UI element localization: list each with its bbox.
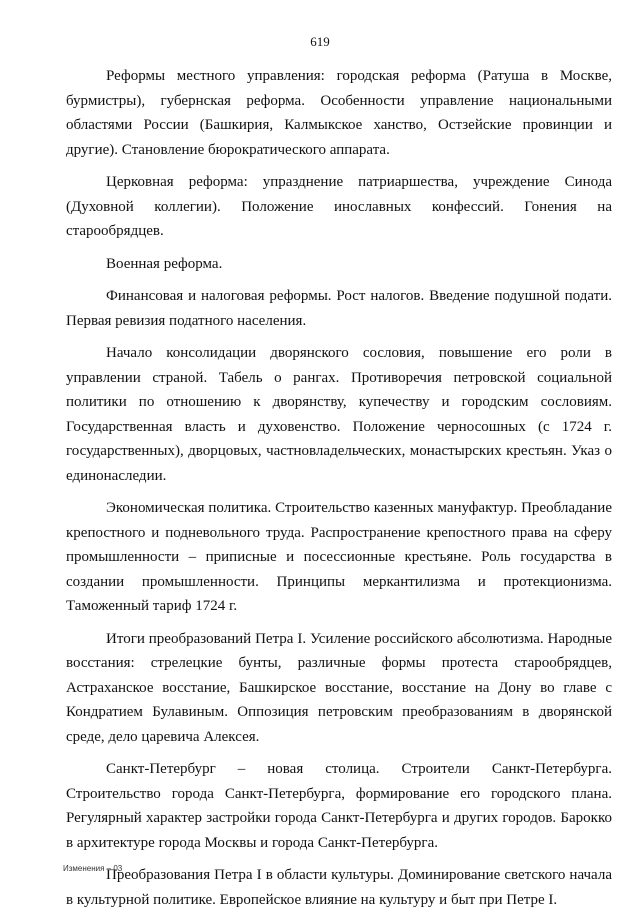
paragraph-nobility-consolidation: Начало консолидации дворянского сословия, повышение его роли в управлении страной. Табель о рангах. Противоречия петровской социальной политики по отношению к дворянству, купечеству и городским сословиям. Государственная власть и духовенство. Положение черносошных (с 1724 г. государственных), дворцовых, частновладельческих, монастырских крестьян. Указ о единонаследии. xyxy=(66,345,612,484)
paragraph-church-reform: Церковная реформа: упразднение патриаршества, учреждение Синода (Духовной коллегии). Положение инославных конфессий. Гонения на старообрядцев. xyxy=(66,174,612,239)
paragraph-finance-tax-reform: Финансовая и налоговая реформы. Рост налогов. Введение подушной подати. Первая ревизия податного населения. xyxy=(66,288,612,329)
paragraph-military-reform: Военная реформа. xyxy=(106,255,223,272)
paragraph-results-of-reforms: Итоги преобразований Петра I. Усиление российского абсолютизма. Народные восстания: стрелецкие бунты, различные формы протеста старообрядцев, Астраханское восстание, Башкирское восстание, восстание на Дону во главе с Кондратием Булавиным. Оппозиция петровским преобразованиям в дворянской среде, дело царевича Алексея. xyxy=(66,630,612,745)
paragraph-saint-petersburg: Санкт-Петербург – новая столица. Строители Санкт-Петербурга. Строительство города Санкт-Петербурга, формирование его городского плана. Регулярный характер застройки города Санкт-Петербурга и других городов. Барокко в архитектуре города Москвы и города Санкт-Петербурга. xyxy=(66,761,612,851)
page-number: 619 xyxy=(310,34,330,49)
paragraph-culture-reforms: Преобразования Петра I в области культуры. Доминирование светского начала в культурной политике. Европейское влияние на культуру и быт при Петре I. xyxy=(66,867,612,908)
paragraph-local-government-reform: Реформы местного управления: городская реформа (Ратуша в Москве, бурмистры), губернская реформа. Особенности управление национальными областями России (Башкирия, Калмыкское ханство, Остзейские провинции и другие). Становление бюрократического аппарата. xyxy=(66,68,612,158)
footer-revision-note: Изменения – 03 xyxy=(63,864,123,873)
paragraph-economic-policy: Экономическая политика. Строительство казенных мануфактур. Преобладание крепостного и подневольного труда. Распространение крепостного права на сферу промышленности – приписные и посессионные крестьяне. Роль государства в создании промышленности. Принципы меркантилизма и протекционизма. Таможенный тариф 1724 г. xyxy=(66,500,612,614)
document-body xyxy=(66,64,612,920)
